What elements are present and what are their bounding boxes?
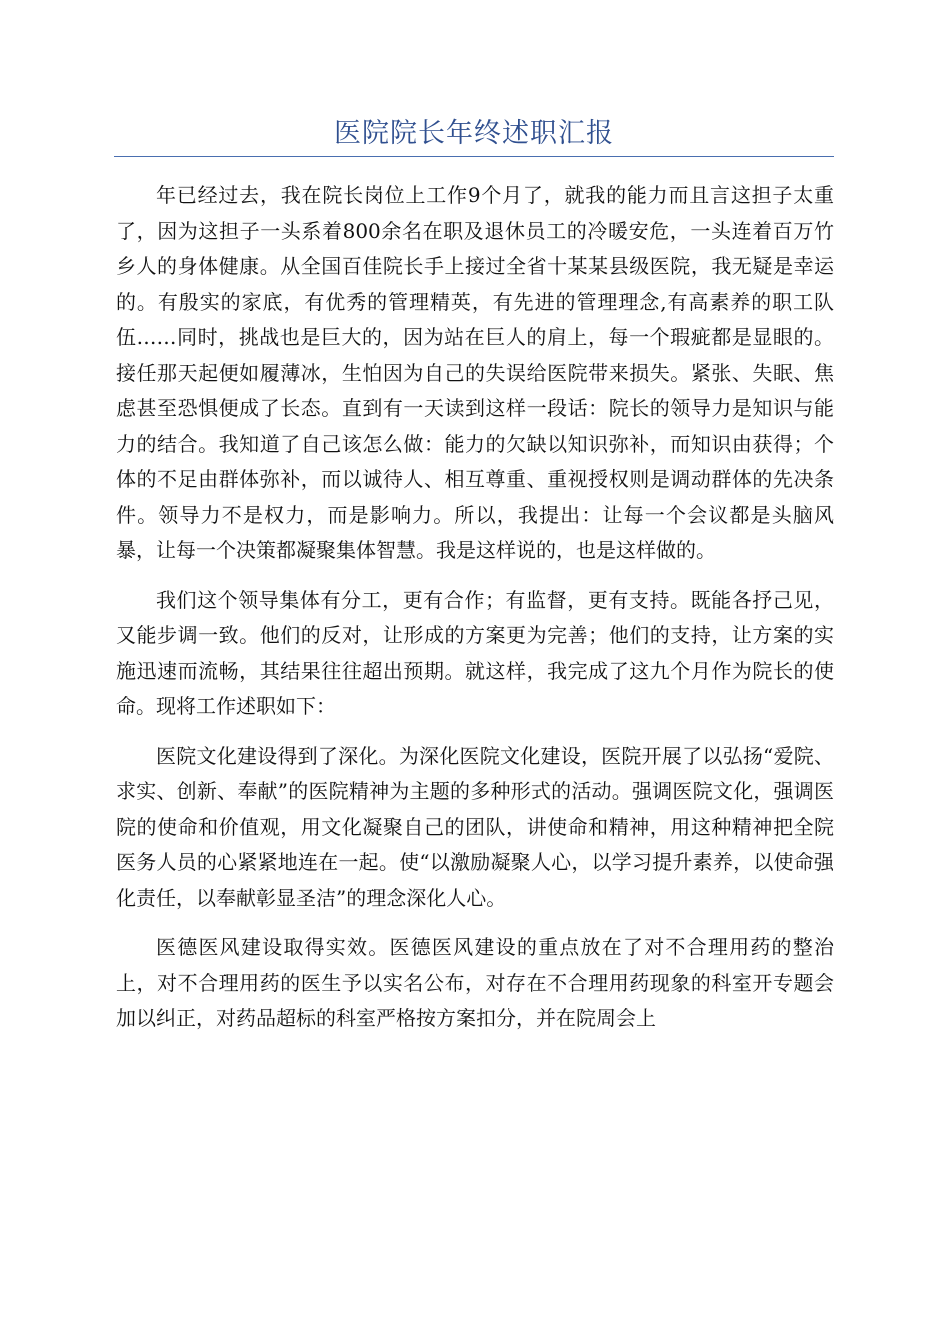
paragraph-intro: 年已经过去，我在院长岗位上工作9个月了，就我的能力而且言这担子太重了，因为这担子一头系着800余名在职及退休员工的冷暖安危，一头连着百万竹乡人的身体健康。从全国百佳院长手上接过全省十某某县级医院，我无疑是幸运的。有殷实的家底，有优秀的管理精英，有先进的管理理念,有高素养的职工队伍……同时，挑战也是巨大的，因为站在巨人的肩上，每一个瑕疵都是显眼的。接任那天起便如履薄冰，生怕因为自己的失误给医院带来损失。紧张、失眠、焦虑甚至恐惧便成了长态。直到有一天读到这样一段话：院长的领导力是知识与能力的结合。我知道了自己该怎么做：能力的欠缺以知识弥补，而知识由获得；个体的不足由群体弥补，而以诚待人、相互尊重、重视授权则是调动群体的先决条件。领导力不是权力，而是影响力。所以，我提出：让每一个会议都是头脑风暴，让每一个决策都凝聚集体智慧。我是这样说的，也是这样做的。 [116, 183, 834, 562]
document-title: 医院院长年终述职汇报 [334, 118, 614, 149]
paragraph-ethics: 医德医风建设取得实效。医德医风建设的重点放在了对不合理用药的整治上，对不合理用药的医生予以实名公布，对存在不合理用药现象的科室开专题会加以纠正，对药品超标的科室严格按方案扣分，并在院周会上 [116, 935, 834, 1030]
title-block [114, 112, 834, 157]
document-body [116, 178, 834, 1051]
paragraph-leadership: 我们这个领导集体有分工，更有合作；有监督，更有支持。既能各抒己见，又能步调一致。他们的反对，让形成的方案更为完善；他们的支持，让方案的实施迅速而流畅，其结果往往超出预期。就这样，我完成了这九个月作为院长的使命。现将工作述职如下： [116, 587, 834, 718]
paragraph-culture: 医院文化建设得到了深化。为深化医院文化建设，医院开展了以弘扬“爱院、求实、创新、奉献”的医院精神为主题的多种形式的活动。强调医院文化，强调医院的使命和价值观，用文化凝聚自己的团队，讲使命和精神，用这种精神把全院医务人员的心紧紧地连在一起。使“以激励凝聚人心，以学习提升素养，以使命强化责任，以奉献彰显圣洁”的理念深化人心。 [116, 743, 834, 910]
